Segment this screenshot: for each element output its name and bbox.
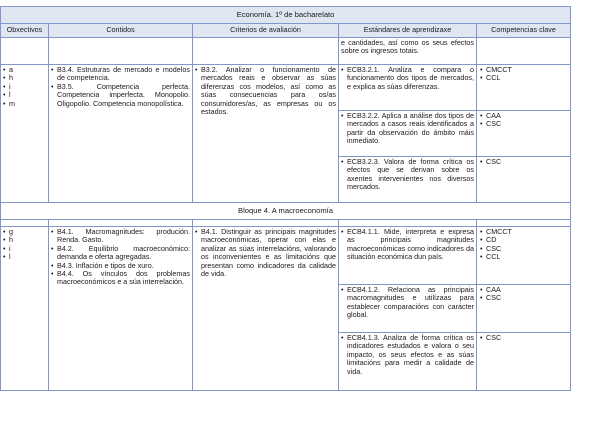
block-title-row	[1, 203, 613, 220]
continuation-text: e cantidades, así como os seus efectos sobre os ingresos totais.	[339, 38, 477, 65]
b4-contents-cell	[49, 227, 193, 391]
list-item: • ECB3.2.3. Valora de forma crítica os efectos que se derivan sobre os axentes intervenientes nos diversos mercados.	[341, 158, 474, 192]
b4-standard-3	[339, 333, 477, 391]
b4-standard-1	[339, 227, 477, 285]
b3-criterion-list	[195, 66, 336, 116]
b4-competences-3	[477, 333, 571, 391]
header-estandares: Estándares de aprendizaxe	[339, 24, 477, 38]
list-item: • CCL	[480, 74, 568, 82]
list-item: • l	[3, 91, 46, 99]
list-item: • ECB4.1.2. Relaciona as principais macromagnitudes e utilízaas para establecer comparacións con carácter global.	[341, 286, 474, 320]
b4-criterion-list	[195, 228, 336, 278]
b4-contents-list	[51, 228, 190, 287]
column-header-row	[1, 24, 613, 38]
list-item: • CSC	[480, 245, 568, 253]
header-obxectivos: Obxectivos	[1, 24, 49, 38]
list-item: • h	[3, 74, 46, 82]
header-criterios: Criterios de avaliación	[193, 24, 339, 38]
list-item: • CSC	[480, 294, 568, 302]
b3-standard-3	[339, 157, 477, 203]
curriculum-table	[0, 6, 612, 391]
b3-objectives-cell	[1, 65, 49, 203]
b4-criterion-cell	[193, 227, 339, 391]
list-item: • CSC	[480, 158, 568, 166]
b3-objectives-list	[3, 66, 46, 108]
list-item: • CAA	[480, 112, 568, 120]
b4-objectives-cell	[1, 227, 49, 391]
table-title-row	[1, 7, 613, 24]
list-item: • B4.2. Equilibrio macroeconómico: demanda e oferta agregadas.	[51, 245, 190, 262]
header-competencias: Competencias clave	[477, 24, 571, 38]
b3-standard-2	[339, 111, 477, 157]
b3-competences-3	[477, 157, 571, 203]
b3-contents-list	[51, 66, 190, 108]
list-item: • B3.4. Estruturas de mercado e modelos de competencia.	[51, 66, 190, 83]
list-item: • B4.3. Inflación e tipos de xuro.	[51, 262, 190, 270]
b3-contents-cell	[49, 65, 193, 203]
list-item: • B3.2. Analizar o funcionamento de mercados reais e observar as súas diferenzas cos modelos, así como as súas consecuencias para os/as consumidores/as, as empresas ou os estados.	[195, 66, 336, 116]
header-contidos: Contidos	[49, 24, 193, 38]
list-item: • i	[3, 83, 46, 91]
list-item: • CMCCT	[480, 66, 568, 74]
list-item: • ECB4.1.3. Analiza de forma crítica os indicadores estudados e valora o seu impacto, os seus efectos e as súas limitacións para medir a calidade de vida.	[341, 334, 474, 376]
b3-standard-1	[339, 65, 477, 111]
bloque4-title: Bloque 4. A macroeconomía	[1, 203, 571, 220]
list-item: • ECB3.2.2. Aplica a análise dos tipos de mercados a casos reais identificados a partir da observación do ámbito máis inmediato.	[341, 112, 474, 146]
b3-competences-1	[477, 65, 571, 111]
list-item: • CMCCT	[480, 228, 568, 236]
list-item: • CSC	[480, 334, 568, 342]
b3-criterion-cell	[193, 65, 339, 203]
list-item: • l	[3, 253, 46, 261]
table-row	[1, 65, 613, 111]
list-item: • B4.4. Os vínculos dos problemas macroeconómicos e a súa interrelación.	[51, 270, 190, 287]
list-item: • g	[3, 228, 46, 236]
continuation-row	[1, 38, 613, 65]
list-item: • B4.1. Distinguir as principais magnitudes macroeconómicas, operar con elas e analizar as súas interrelacións, valorando os inconvenientes e as limitacións que presentan como indicadores da calidade de vida.	[195, 228, 336, 278]
list-item: • CSC	[480, 120, 568, 128]
list-item: • i	[3, 245, 46, 253]
list-item: • h	[3, 236, 46, 244]
list-item: • CD	[480, 236, 568, 244]
list-item: • CCL	[480, 253, 568, 261]
list-item: • B3.5. Competencia perfecta. Competencia imperfecta. Monopolio. Oligopolio. Competencia monopolística.	[51, 83, 190, 108]
list-item: • ECB3.2.1. Analiza e compara o funcionamento dos tipos de mercados, e explica as súas diferenzas.	[341, 66, 474, 91]
b4-competences-2	[477, 285, 571, 333]
b4-competences-1	[477, 227, 571, 285]
list-item: • CAA	[480, 286, 568, 294]
list-item: • ECB4.1.1. Mide, interpreta e expresa as principais magnitudes macroeconómicas como indicadores da situación económica dun país.	[341, 228, 474, 262]
b3-competences-2	[477, 111, 571, 157]
table-row	[1, 227, 613, 285]
curriculum-table-page	[0, 6, 612, 426]
list-item: • B4.1. Macromagnitudes: produción. Renda. Gasto.	[51, 228, 190, 245]
b4-objectives-list	[3, 228, 46, 262]
b4-standard-2	[339, 285, 477, 333]
list-item: • a	[3, 66, 46, 74]
table-title: Economía. 1º de bacharelato	[1, 7, 571, 24]
list-item: • m	[3, 100, 46, 108]
